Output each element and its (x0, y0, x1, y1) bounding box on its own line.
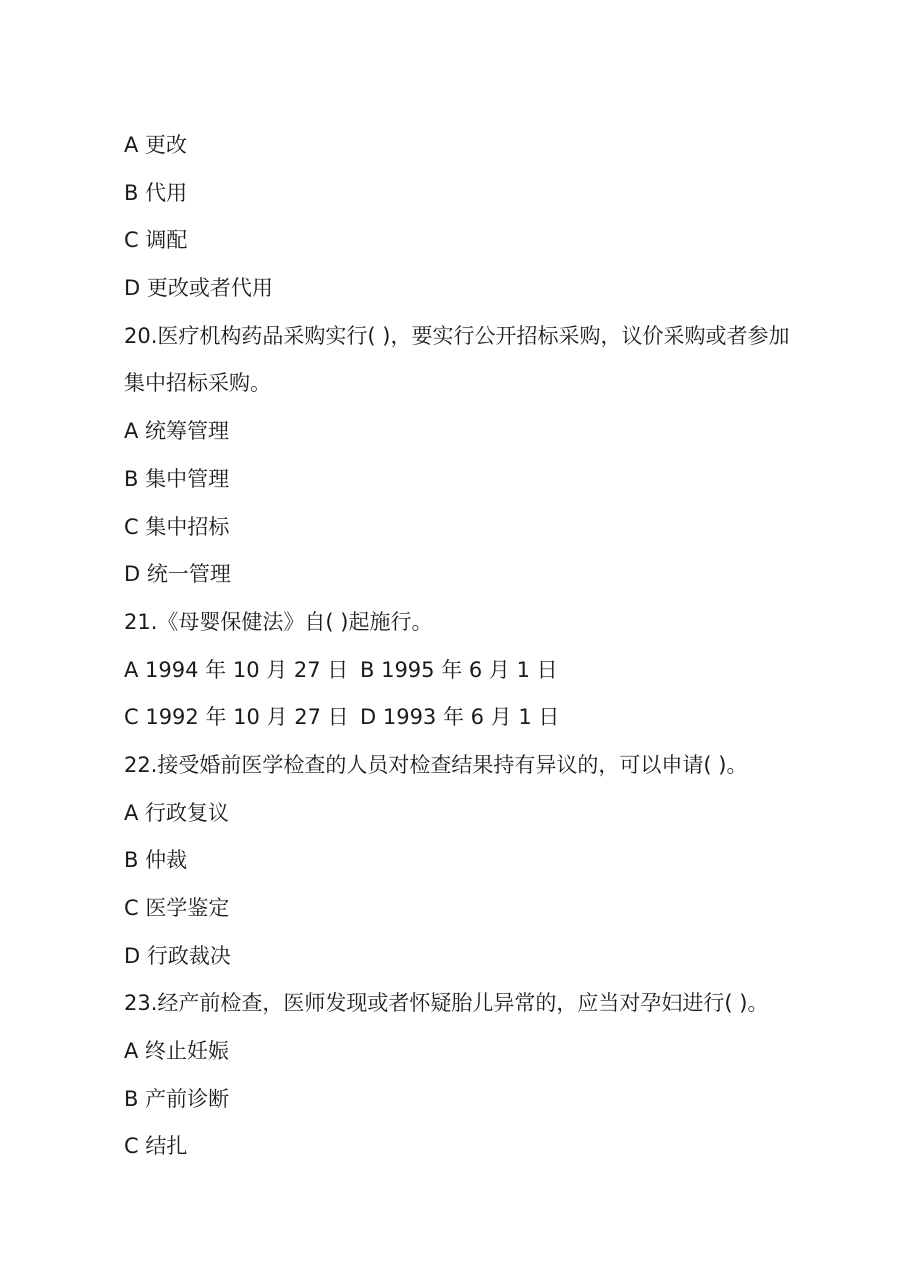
q21-option-d: D 1993 年 6 月 1 日 (360, 705, 560, 730)
q19-option-b: B 代用 (124, 180, 188, 205)
q22-option-d: D 行政裁决 (124, 943, 231, 968)
document-page (124, 122, 824, 1171)
q20-option-d: D 统一管理 (124, 562, 231, 587)
q19-option-c: C 调配 (124, 228, 188, 253)
q20-option-c: C 集中招标 (124, 514, 230, 539)
q22-stem: 22.接受婚前医学检查的人员对检查结果持有异议的，可以申请( )。 (124, 752, 748, 777)
q22-option-c: C 医学鉴定 (124, 896, 230, 920)
q23-option-b: B 产前诊断 (124, 1086, 230, 1111)
q20-stem-line2: 集中招标采购。 (124, 371, 271, 396)
q22-option-a: A 行政复议 (124, 800, 230, 825)
q19-option-d: D 更改或者代用 (124, 276, 273, 301)
q21-option-c: C 1992 年 10 月 27 日 (124, 705, 349, 730)
q23-option-a: A 终止妊娠 (124, 1039, 230, 1064)
q23-stem: 23.经产前检查，医师发现或者怀疑胎儿异常的，应当对孕妇进行( )。 (124, 991, 769, 1016)
q22-option-b: B 仲裁 (124, 848, 188, 873)
q21-option-a: A 1994 年 10 月 27 日 (124, 657, 349, 682)
q20-stem-line1: 20.医疗机构药品采购实行( )，要实行公开招标采购，议价采购或者参加 (124, 323, 790, 348)
q19-option-a: A 更改 (124, 133, 188, 157)
q20-option-a: A 统筹管理 (124, 419, 230, 444)
q21-stem: 21.《母婴保健法》自( )起施行。 (124, 609, 433, 634)
q20-option-b: B 集中管理 (124, 466, 230, 491)
q21-options-row-2 (124, 694, 824, 742)
q23-option-c: C 结扎 (124, 1134, 188, 1159)
q21-options-row-1 (124, 647, 824, 695)
q21-option-b: B 1995 年 6 月 1 日 (360, 657, 558, 682)
